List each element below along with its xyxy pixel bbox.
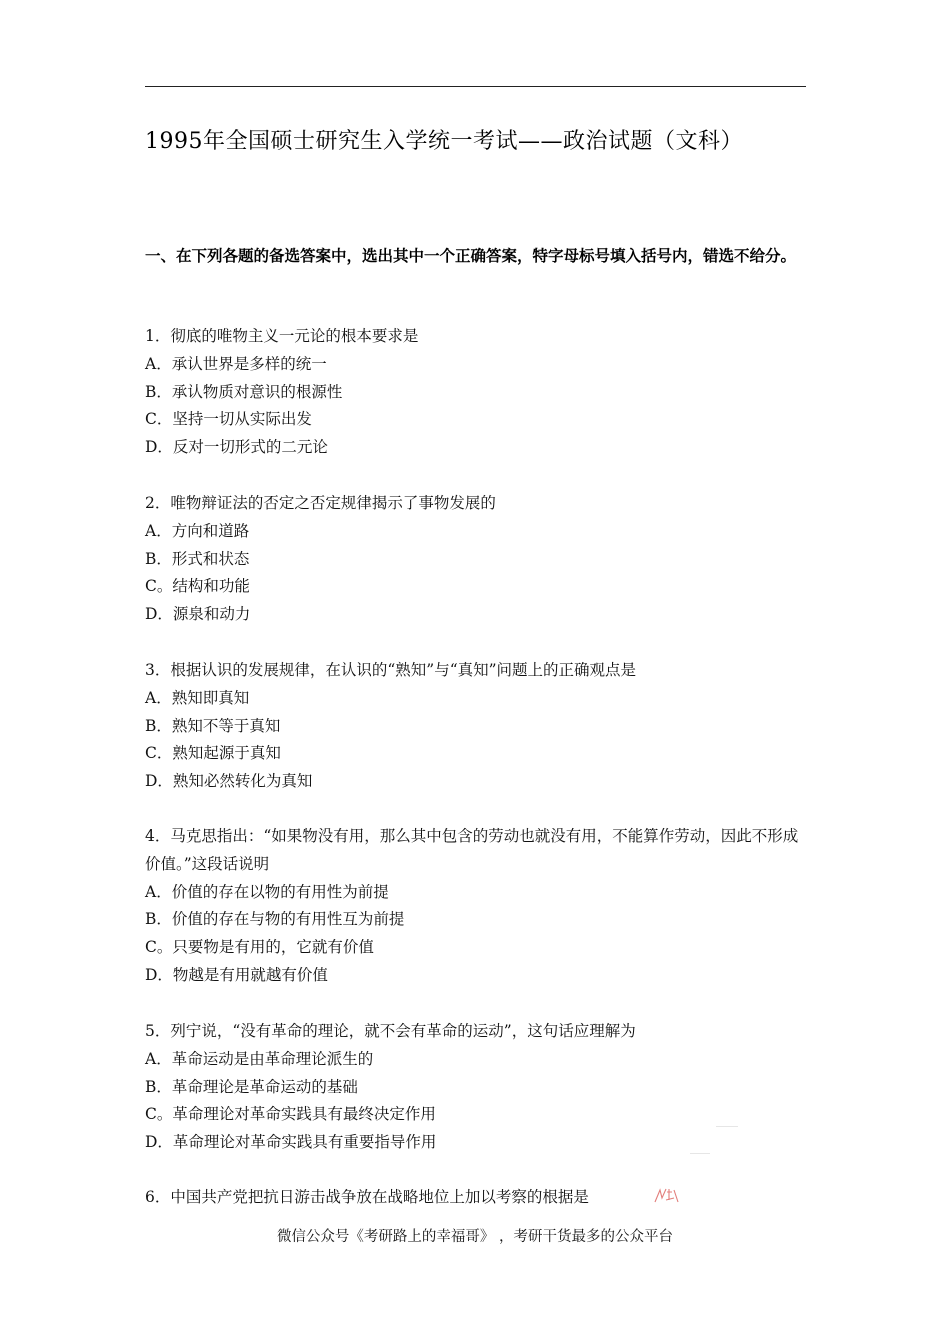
option-d: D．革命理论对革命实践具有重要指导作用: [145, 1133, 437, 1152]
option-b: B．熟知不等于真知: [145, 716, 281, 735]
question-stem: 1．彻底的唯物主义一元论的根本要求是: [145, 327, 419, 345]
option-a: A．价值的存在以物的有用性为前提: [145, 882, 389, 901]
question-stem: 2．唯物辩证法的否定之否定规律揭示了事物发展的: [145, 494, 496, 512]
option-d: D．物越是有用就越有价值: [145, 965, 328, 984]
option-b: B．形式和状态: [145, 549, 250, 568]
question-block: [145, 1018, 815, 1157]
question-block: [145, 657, 815, 796]
option-a: A．熟知即真知: [145, 688, 250, 707]
question-stem: 3．根据认识的发展规律，在认识的“熟知”与“真知”问题上的正确观点是: [145, 661, 637, 679]
option-a: A．革命运动是由革命理论派生的: [145, 1049, 374, 1068]
page-footer: 微信公众号《考研路上的幸福哥》 ，考研干货最多的公众平台: [276, 1229, 674, 1245]
scan-mark: [690, 1153, 710, 1154]
question-stem: 4．马克思指出：“如果物没有用，那么其中包含的劳动也就没有用，不能算作劳动，因此不形成价值。”这段话说明: [145, 827, 799, 873]
option-c: C。只要物是有用的，它就有价值: [145, 938, 374, 957]
document-title: 1995年全国硕士研究生入学统一考试——政治试题（文科）: [145, 129, 743, 154]
watermark-stamp-icon: [652, 1184, 682, 1208]
option-c: C。结构和功能: [145, 577, 250, 596]
option-d: D．源泉和动力: [145, 605, 251, 624]
question-block: [145, 490, 815, 629]
option-b: B．承认物质对意识的根源性: [145, 382, 343, 401]
option-a: A．方向和道路: [145, 521, 250, 540]
question-stem: 5．列宁说，“没有革命的理论，就不会有革命的运动”，这句话应理解为: [145, 1022, 636, 1040]
question-block: [145, 823, 810, 990]
section-instruction: 一、在下列各题的备选答案中，选出其中一个正确答案，特字母标号填入括号内，错选不给分。: [145, 247, 797, 265]
option-b: B．革命理论是革命运动的基础: [145, 1077, 358, 1096]
option-d: D．反对一切形式的二元论: [145, 438, 328, 457]
option-b: B．价值的存在与物的有用性互为前提: [145, 910, 405, 929]
scan-mark: [716, 1126, 738, 1127]
header-rule: [145, 86, 806, 87]
question-stem: 6．中国共产党把抗日游击战争放在战略地位上加以考察的根据是: [145, 1188, 589, 1206]
option-c: C．坚持一切从实际出发: [145, 410, 312, 429]
option-c: C。革命理论对革命实践具有最终决定作用: [145, 1105, 436, 1124]
option-d: D．熟知必然转化为真知: [145, 772, 313, 791]
question-block: [145, 1184, 815, 1212]
option-c: C．熟知起源于真知: [145, 744, 281, 763]
question-block: [145, 323, 815, 462]
option-a: A．承认世界是多样的统一: [145, 354, 327, 373]
